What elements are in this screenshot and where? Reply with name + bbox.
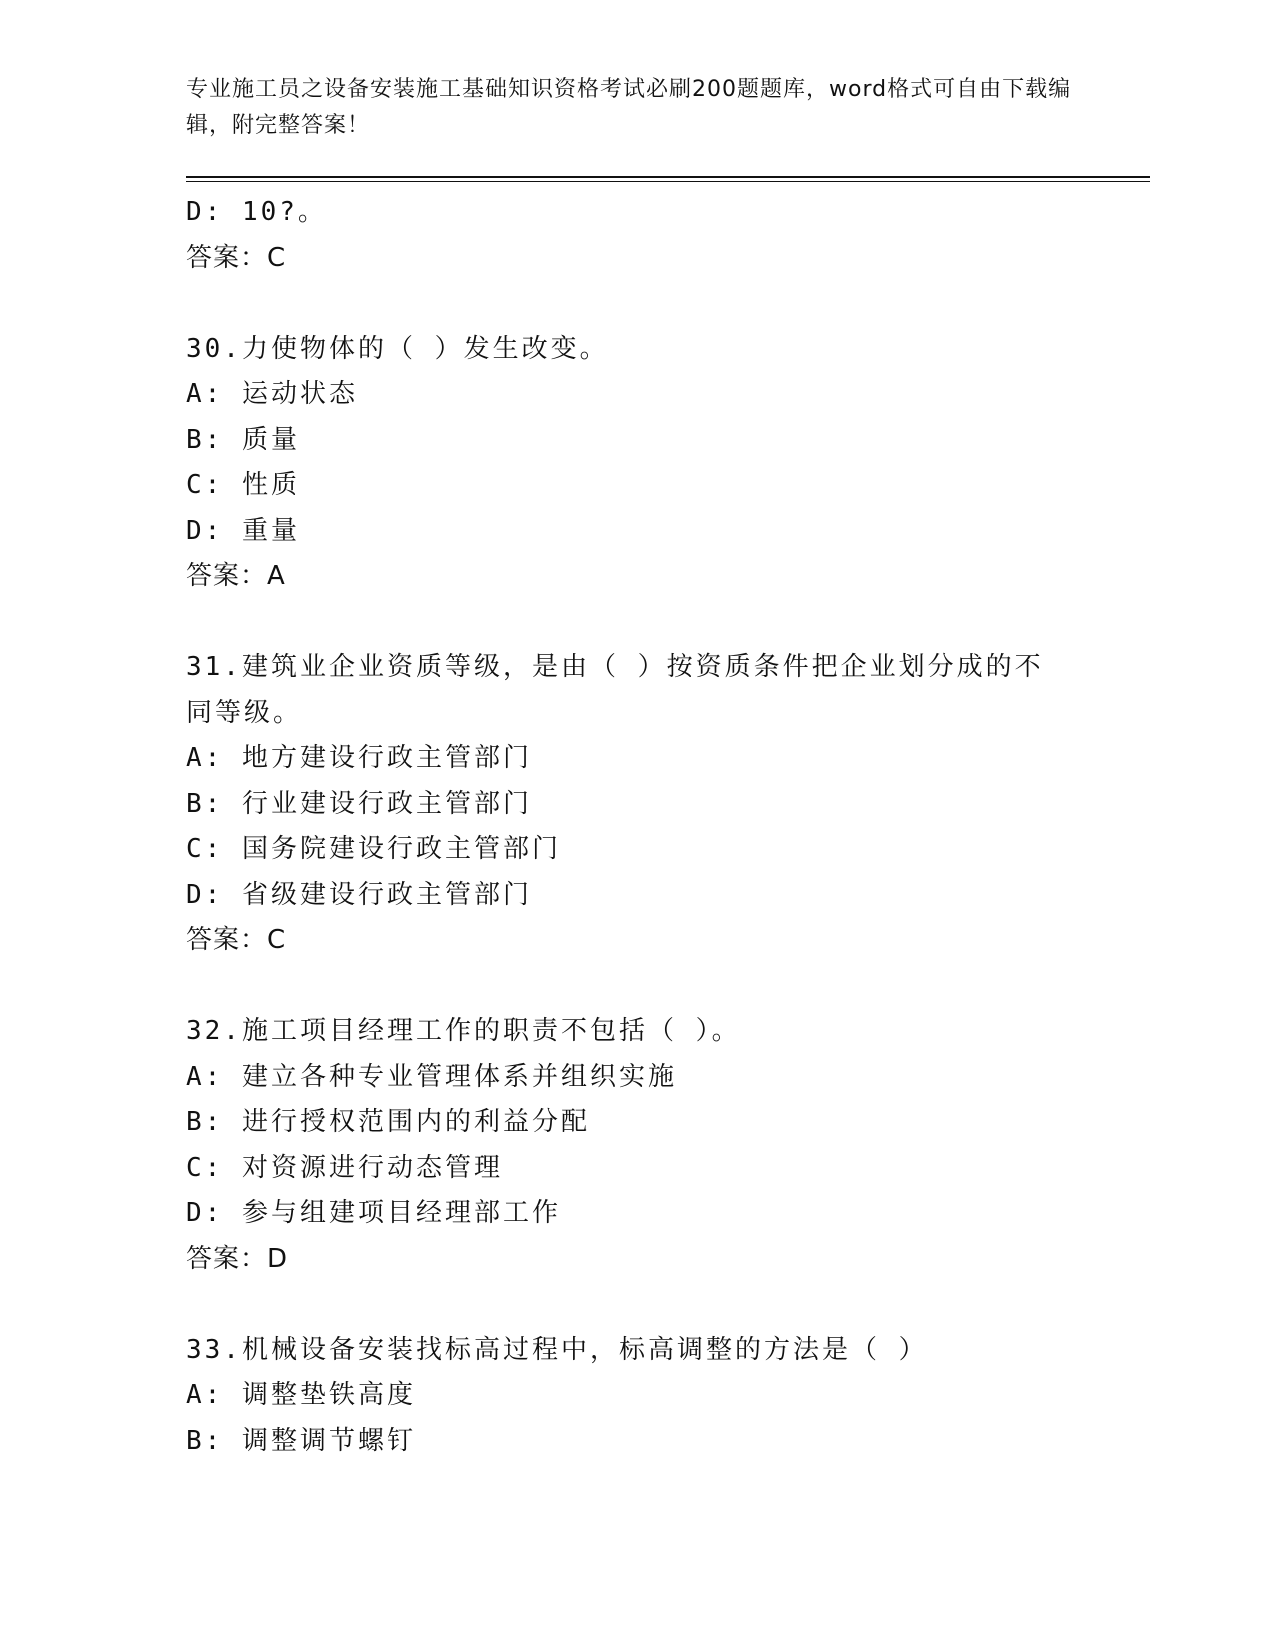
question-stem: 31.建筑业企业资质等级，是由（ ）按资质条件把企业划分成的不同等级。 [186,652,1044,728]
option-b: B: 行业建设行政主管部门 [186,788,532,819]
option-c: C: 对资源进行动态管理 [186,1152,503,1183]
spacer [186,600,1086,646]
spacer [186,1282,1086,1328]
option-c: C: 国务院建设行政主管部门 [186,834,561,864]
document-header: 专业施工员之设备安装施工基础知识资格考试必刷200题题库，word格式可自由下载编辑，附完整答案！ [186,77,1072,138]
option-a: A: 运动状态 [186,379,358,409]
option-a: A: 地方建设行政主管部门 [186,743,532,773]
question-stem: 33.机械设备安装找标高过程中，标高调整的方法是（ ） [186,1334,928,1365]
leading-answer: 答案：C [186,242,287,273]
option-d: D: 参与组建项目经理部工作 [186,1198,561,1228]
question-content [186,190,1086,1464]
option-b: B: 进行授权范围内的利益分配 [186,1107,590,1137]
question-32 [186,1009,1086,1282]
question-31 [186,645,1086,964]
question-stem: 30.力使物体的（ ）发生改变。 [186,333,609,364]
spacer [186,281,1086,327]
answer-line: 答案：C [186,925,287,955]
question-33 [186,1328,1086,1465]
option-a: A: 调整垫铁高度 [186,1380,416,1410]
option-d: D: 省级建设行政主管部门 [186,879,532,910]
leading-option-d: D: 10?。 [186,197,327,227]
question-stem: 32.施工项目经理工作的职责不包括（ ）。 [186,1016,741,1046]
header-rule-thin [186,181,1150,182]
header-rule-thick [186,176,1150,178]
option-a: A: 建立各种专业管理体系并组织实施 [186,1061,677,1092]
spacer [186,964,1086,1010]
option-b: B: 调整调节螺钉 [186,1425,416,1456]
question-30 [186,327,1086,600]
answer-line: 答案：D [186,1243,289,1274]
option-b: B: 质量 [186,424,300,455]
answer-line: 答案：A [186,561,286,591]
option-c: C: 性质 [186,470,300,500]
option-d: D: 重量 [186,515,300,546]
